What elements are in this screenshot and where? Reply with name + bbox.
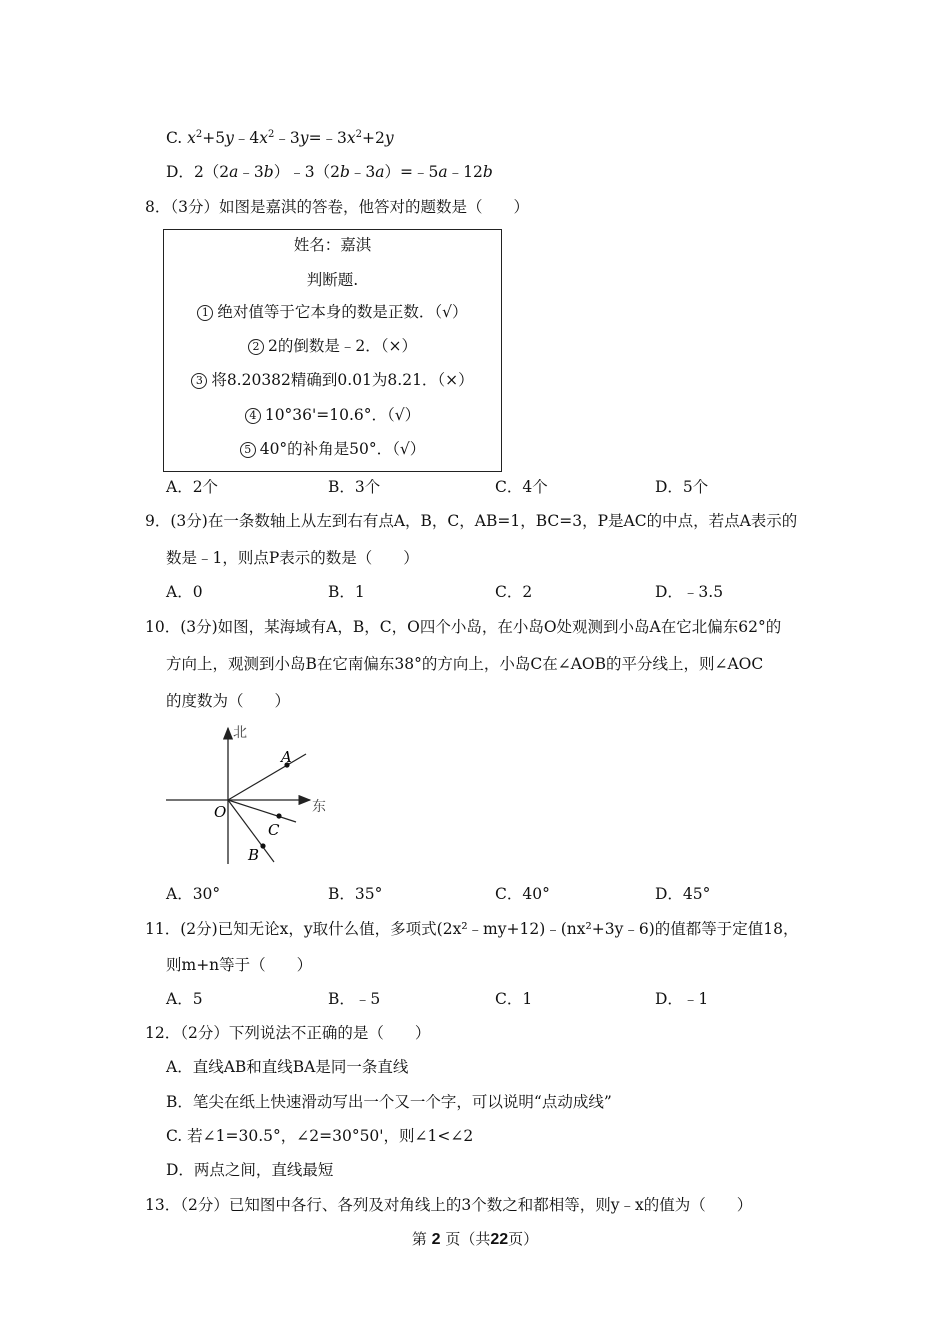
q11-option-d: D．﹣1 — [655, 990, 709, 1008]
circled-number: 1 — [197, 305, 213, 321]
circled-number: 5 — [240, 442, 256, 458]
point-c — [276, 813, 281, 818]
q12-option-b: B．笔尖在纸上快速滑动写出一个又一个字，可以说明“点动成线” — [166, 1093, 612, 1111]
q12-stem: 12．（2分）下列说法不正确的是（ ） — [145, 1024, 431, 1042]
q10-stem-line2: 方向上，观测到小岛B在它南偏东38°的方向上，小岛C在∠AOB的平分线上，则∠AOC — [166, 655, 764, 673]
q13-stem: 13．（2分）已知图中各行、各列及对角线上的3个数之和都相等，则y﹣x的值为（ ） — [145, 1196, 753, 1214]
q9-stem-line2: 数是﹣1，则点P表示的数是（ ） — [166, 549, 419, 567]
sheet-item-5: 5 40°的补角是50°．（√） — [164, 439, 501, 459]
circled-number: 3 — [191, 373, 207, 389]
q7-option-c: C. $x^2+5y﹣4x^2﹣3y=﹣3x^2+2y$ — [166, 129, 394, 147]
q11-option-c: C．1 — [495, 990, 533, 1008]
sheet-name: 姓名：嘉淇 — [293, 236, 372, 254]
q9-option-c: C．2 — [495, 583, 533, 601]
q12-option-a: A．直线AB和直线BA是同一条直线 — [166, 1058, 409, 1076]
sheet-item-2: 2 2的倒数是﹣2．（×） — [164, 336, 501, 356]
q9-option-a: A．0 — [166, 583, 203, 601]
q10-option-d: D．45° — [655, 885, 711, 903]
q7-option-d: D．2（2a﹣3b）﹣3（2b﹣3a）=﹣5a﹣12b — [166, 163, 493, 181]
compass-figure — [160, 718, 340, 870]
sheet-item-3: 3 将8.20382精确到0.01为8.21．（×） — [164, 370, 501, 390]
answer-sheet — [163, 229, 502, 472]
q10-stem-line3: 的度数为（ ） — [166, 692, 291, 710]
ray-oa — [228, 754, 306, 800]
q8-option-a: A．2个 — [166, 478, 219, 496]
q9-option-d: D．﹣3.5 — [655, 583, 724, 601]
label-c: C — [268, 821, 280, 839]
ray-oc — [228, 800, 296, 822]
q9-option-b: B．1 — [328, 583, 365, 601]
label-a: A — [281, 748, 292, 766]
sheet-title: 判断题. — [306, 271, 359, 289]
label-b: B — [248, 846, 260, 864]
q8-stem: 8．（3分）如图是嘉淇的答卷，他答对的题数是（ ） — [145, 198, 529, 216]
q10-option-b: B．35° — [328, 885, 383, 903]
total-pages: 22 — [490, 1231, 509, 1248]
q10-stem-line1: 10．(3分)如图，某海域有A，B，C，O四个小岛，在小岛O处观测到小岛A在它北偏东62°的 — [145, 618, 782, 636]
q11-stem-line2: 则m+n等于（ ） — [166, 956, 313, 974]
sheet-item-4: 4 10°36'=10.6°．（√） — [164, 405, 501, 425]
label-o: O — [214, 803, 227, 821]
q10-option-a: A．30° — [166, 885, 221, 903]
q8-option-c: C．4个 — [495, 478, 548, 496]
sheet-item-1: 1 绝对值等于它本身的数是正数．（√） — [164, 302, 501, 322]
q11-stem-line1: 11．(2分)已知无论x，y取什么值，多项式(2x²﹣my+12)﹣(nx²+3y﹣6)的值都等于定值18， — [145, 920, 799, 938]
q8-option-b: B．3个 — [328, 478, 381, 496]
circled-number: 4 — [245, 408, 261, 424]
q12-option-c: C. 若∠1=30.5°，∠2=30°50'，则∠1<∠2 — [166, 1127, 474, 1145]
q8-option-d: D．5个 — [655, 478, 709, 496]
circled-number: 2 — [248, 339, 264, 355]
point-b — [260, 843, 265, 848]
q12-option-d: D．两点之间，直线最短 — [166, 1161, 334, 1179]
q10-option-c: C．40° — [495, 885, 550, 903]
north-label: 北 — [233, 725, 247, 741]
page-number: 2 — [431, 1231, 441, 1248]
east-label: 东 — [312, 799, 326, 815]
q9-stem-line1: 9．(3分)在一条数轴上从左到右有点A，B，C，AB=1，BC=3，P是AC的中点，若点A表示的 — [145, 512, 798, 530]
page-footer: 第 2 页（共22页） — [411, 1230, 539, 1248]
q11-option-b: B．﹣5 — [328, 990, 381, 1008]
q11-option-a: A．5 — [166, 990, 203, 1008]
